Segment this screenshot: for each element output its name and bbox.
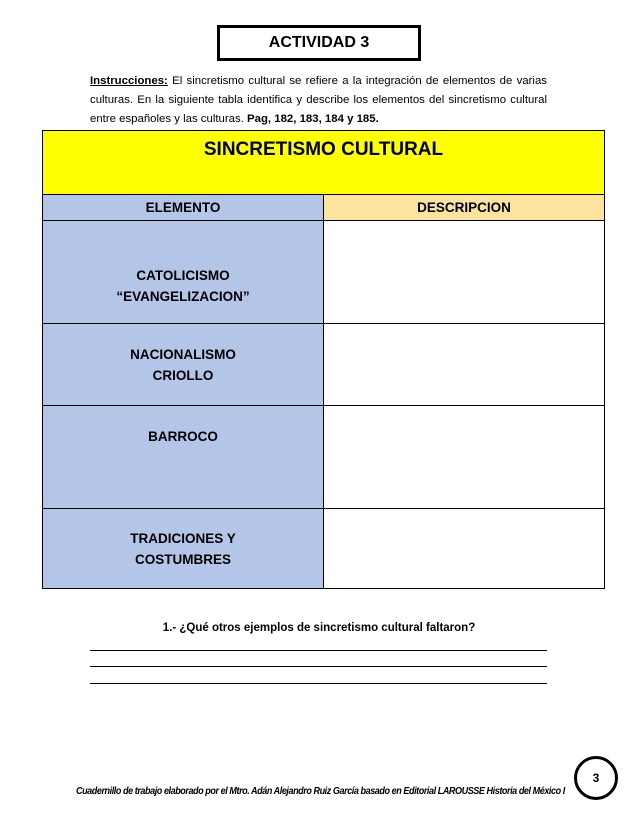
description-cell[interactable]	[324, 509, 605, 589]
table-row	[43, 324, 605, 406]
description-cell[interactable]	[324, 406, 605, 509]
element-label-line2: COSTUMBRES	[134, 551, 231, 567]
element-cell	[43, 509, 324, 589]
activity-title: ACTIVIDAD 3	[217, 25, 421, 61]
element-label-line1: NACIONALISMO	[130, 346, 236, 362]
instructions-paragraph	[90, 72, 547, 129]
column-header-description: DESCRIPCION	[324, 195, 605, 221]
answer-line[interactable]	[90, 683, 547, 684]
footer-credit: Cuadernillo de trabajo elaborado por el Mtro. Adán Alejandro Ruiz García basado en Editorial LAROUSSE Historia del México I	[76, 785, 565, 797]
element-label-line1: BARROCO	[148, 429, 218, 444]
instructions-text: El sincretismo cultural se refiere a la integración de elementos de varias culturas. En la siguiente tabla identifica y describe los elementos del sincretismo cultural entre españoles y las culturas.	[90, 75, 547, 125]
table-row	[43, 221, 605, 324]
element-cell	[43, 324, 324, 406]
element-cell	[43, 221, 324, 324]
instructions-label: Instrucciones:	[90, 75, 168, 87]
syncretism-table	[42, 130, 605, 589]
column-header-element: ELEMENTO	[43, 195, 324, 221]
element-label-line2: “EVANGELIZACION”	[116, 289, 250, 304]
element-label-line2: CRIOLLO	[152, 367, 214, 383]
page-number: 3	[574, 756, 618, 800]
question-text: 1.- ¿Qué otros ejemplos de sincretismo cultural faltaron?	[162, 622, 476, 634]
answer-line[interactable]	[90, 666, 547, 667]
description-cell[interactable]	[324, 324, 605, 406]
element-cell	[43, 406, 324, 509]
table-row	[43, 509, 605, 589]
description-cell[interactable]	[324, 221, 605, 324]
instructions-pages: Pag, 182, 183, 184 y 185.	[247, 113, 379, 125]
table-title: SINCRETISMO CULTURAL	[43, 131, 605, 195]
answer-line[interactable]	[90, 650, 547, 651]
table-row	[43, 406, 605, 509]
element-label-line1: CATOLICISMO	[136, 268, 230, 283]
element-label-line1: TRADICIONES Y	[130, 530, 236, 546]
